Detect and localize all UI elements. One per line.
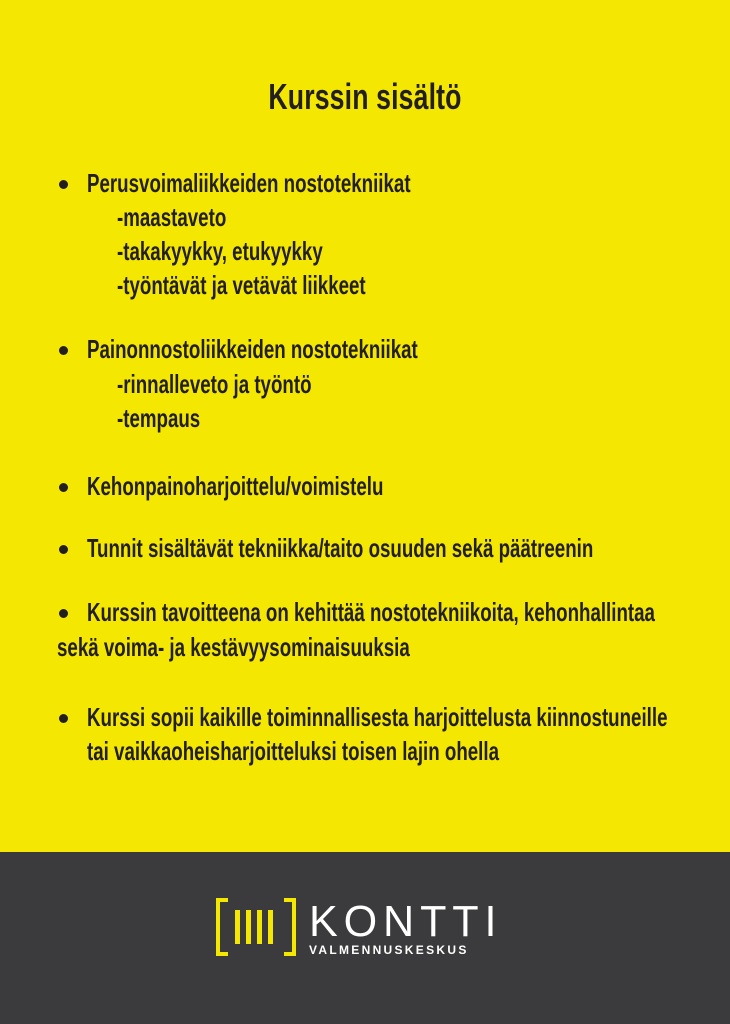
list-item-main: Kurssi sopii kaikille toiminnallisesta harjoittelusta kiinnostuneille	[87, 702, 668, 732]
list-item-continuation: tai vaikkaoheisharjoitteluksi toisen lajin ohella	[87, 736, 499, 766]
bullet-icon	[59, 714, 68, 723]
list-item-sub: -maastaveto	[117, 202, 227, 232]
kontti-logo-icon	[216, 898, 296, 956]
list-item-continuation: sekä voima- ja kestävyysominaisuuksia	[57, 632, 410, 662]
bullet-icon	[59, 545, 68, 554]
bullet-icon	[59, 609, 68, 618]
list-item-sub: -tempaus	[117, 403, 201, 433]
list-item-main: Painonnostoliikkeiden nostotekniikat	[87, 334, 418, 364]
list-item-main: Tunnit sisältävät tekniikka/taito osuuden sekä päätreenin	[87, 533, 594, 563]
page-title: Kurssin sisältö	[268, 76, 462, 117]
list-item-sub: -työntävät ja vetävät liikkeet	[117, 270, 366, 300]
logo-wordmark: KONTTI	[309, 897, 503, 946]
bullet-icon	[59, 346, 68, 355]
list-item-main: Kehonpainoharjoittelu/voimistelu	[87, 471, 384, 501]
bullet-icon	[59, 180, 68, 189]
list-item-main: Perusvoimaliikkeiden nostotekniikat	[87, 168, 411, 198]
list-item-sub: -takakyykky, etukyykky	[117, 236, 323, 266]
bullet-icon	[59, 483, 68, 492]
logo-subtitle: VALMENNUSKESKUS	[309, 943, 469, 957]
list-item-main: Kurssin tavoitteena on kehittää nostotekniikoita, kehonhallintaa	[87, 597, 655, 627]
list-item-sub: -rinnalleveto ja työntö	[117, 369, 312, 399]
